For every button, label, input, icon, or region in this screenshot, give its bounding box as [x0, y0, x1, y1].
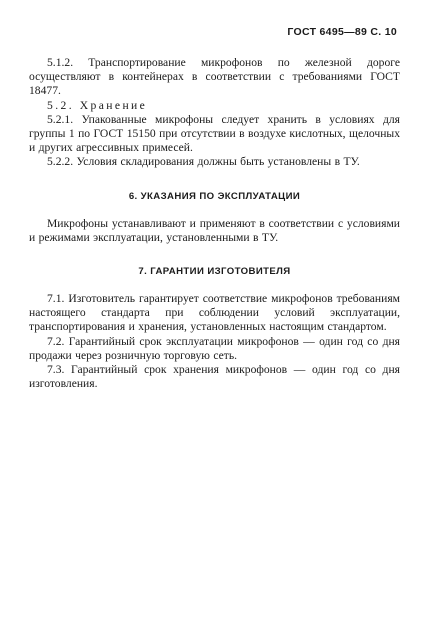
paragraph-5-2-2: 5.2.2. Условия складирования должны быть установлены в ТУ. — [47, 155, 360, 169]
paragraph-5-1-2: 5.1.2. Транспортирование микрофонов по железной дороге осуществляют в контейнерах в соответствии с требованиями ГОСТ 18477. — [29, 56, 400, 98]
paragraph-7-3: 7.3. Гарантийный срок хранения микрофонов — один год со дня изготовления. — [29, 363, 400, 391]
paragraph-5-2-1: 5.2.1. Упакованные микрофоны следует хранить в условиях для группы 1 по ГОСТ 15150 при отсутствии в воздухе кислотных, щелочных и других агрессивных примесей. — [29, 112, 400, 155]
subheading-5-2: 5.2. Хранение — [47, 98, 148, 112]
document-body — [29, 56, 400, 391]
page-header: ГОСТ 6495—89 С. 10 — [287, 26, 397, 38]
section-6-title: 6. УКАЗАНИЯ ПО ЭКСПЛУАТАЦИИ — [128, 190, 301, 202]
paragraph-7-1: 7.1. Изготовитель гарантирует соответствие микрофонов требованиям настоящего стандарта при соблюдении условий эксплуатации, транспортирования и хранения, установленных настоящим стандартом. — [29, 292, 400, 334]
paragraph-7-2: 7.2. Гарантийный срок эксплуатации микрофонов — один год со дня продажи через розничную торговую сеть. — [29, 334, 400, 362]
section-7-title: 7. ГАРАНТИИ ИЗГОТОВИТЕЛЯ — [138, 266, 291, 278]
section-6-text: Микрофоны устанавливают и применяют в соответствии с условиями и режимами эксплуатации, установленными в ТУ. — [29, 216, 400, 244]
